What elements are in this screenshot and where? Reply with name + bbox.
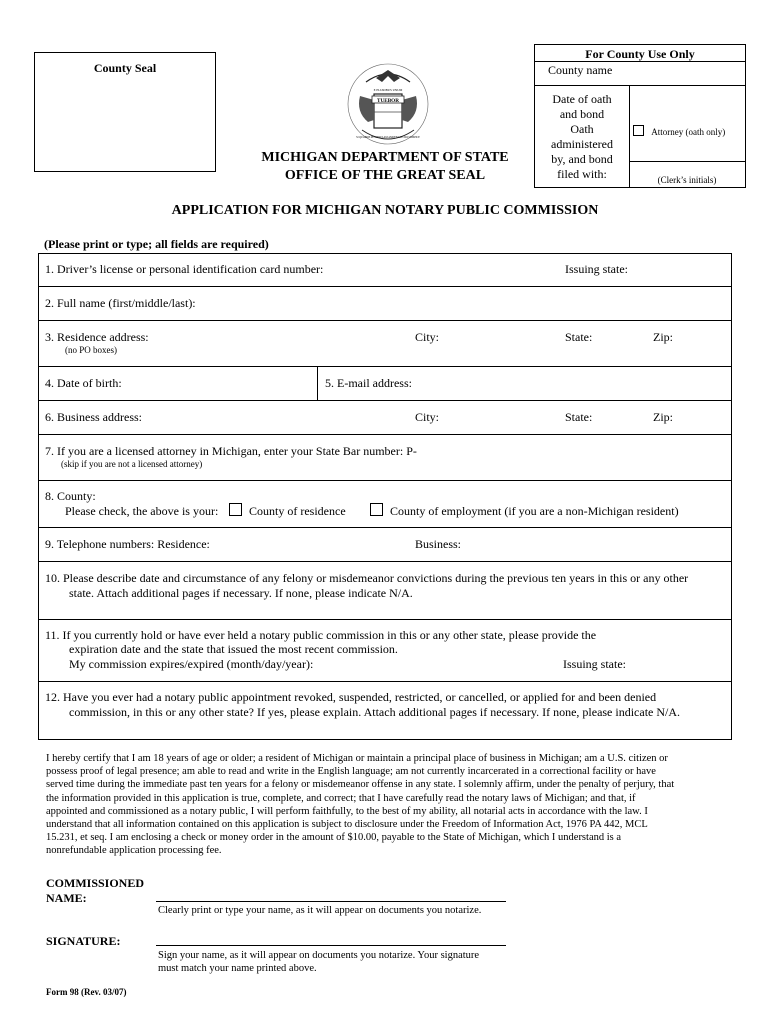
field-row-6[interactable] bbox=[38, 401, 732, 435]
field-row-2[interactable] bbox=[38, 287, 732, 321]
commissioned-label-line2: NAME: bbox=[46, 891, 87, 905]
date-of-birth-label: 4. Date of birth: bbox=[45, 376, 122, 390]
prior-commission-label-2: expiration date and the state that issued the most recent commission. bbox=[69, 642, 398, 656]
issuing-state-label: Issuing state: bbox=[565, 262, 628, 276]
attorney-checkbox[interactable] bbox=[633, 125, 644, 136]
county-check-prompt: Please check, the above is your: bbox=[65, 504, 219, 518]
business-address-label: 6. Business address: bbox=[45, 410, 142, 424]
field-row-7[interactable] bbox=[38, 435, 732, 481]
county-seal-label: County Seal bbox=[93, 61, 157, 75]
certification-text bbox=[46, 752, 736, 858]
county-employment-label: County of employment (if you are a non-Michigan resident) bbox=[390, 504, 679, 518]
clerk-initials-label: (Clerk’s initials) bbox=[657, 175, 717, 185]
oath-label: Oath bbox=[570, 122, 594, 136]
telephone-residence-label: 9. Telephone numbers: Residence: bbox=[45, 537, 210, 551]
department-title: MICHIGAN DEPARTMENT OF STATE bbox=[261, 150, 509, 165]
license-number-label: 1. Driver’s license or personal identification card number: bbox=[45, 262, 324, 276]
signature-hint bbox=[158, 949, 479, 975]
seal-motto-top: E PLURIBUS UNUM bbox=[373, 88, 403, 92]
signature-label: SIGNATURE: bbox=[46, 934, 121, 948]
county-employment-checkbox[interactable] bbox=[370, 503, 383, 516]
certification-line: I hereby certify that I am 18 years of age or older; a resident of Michigan or maintain a principal place of business in Michigan; am a U.S. citizen or bbox=[46, 753, 668, 764]
certification-line: 15.231, et seq. I am enclosing a check or money order in the amount of $10.00, payable to the State of Michigan, which I understand is a bbox=[46, 832, 622, 844]
signature-field[interactable] bbox=[156, 945, 506, 946]
office-title: OFFICE OF THE GREAT SEAL bbox=[284, 168, 486, 183]
email-label: 5. E-mail address: bbox=[325, 376, 412, 390]
commissioned-name-field[interactable] bbox=[156, 901, 506, 902]
field-row-8[interactable] bbox=[38, 481, 732, 528]
commissioned-name-label bbox=[46, 876, 144, 906]
michigan-seal-icon bbox=[346, 60, 430, 148]
county-seal-box bbox=[34, 52, 216, 172]
business-zip-label: Zip: bbox=[653, 410, 673, 424]
commission-expires-label: My commission expires/expired (month/day/year): bbox=[69, 657, 314, 671]
residence-zip-label: Zip: bbox=[653, 330, 673, 344]
certification-line: the information provided in this application is true, complete, and correct; that I have carefully read the notary laws of Michigan; and that, if bbox=[46, 792, 636, 804]
county-residence-checkbox[interactable] bbox=[229, 503, 242, 516]
convictions-label: 10. Please describe date and circumstance of any felony or misdemeanor convictions during the previous ten years in this or any other bbox=[45, 571, 689, 585]
revoked-label-2: commission, in this or any other state? If yes, please explain. Attach additional pages if necessary. If none, please indicate N/A. bbox=[69, 705, 681, 719]
oath-label-2: administered bbox=[551, 137, 613, 151]
residence-city-label: City: bbox=[415, 330, 440, 344]
certification-line: appointed and commissioned as a notary public, I will perform faithfully, to the best of my ability, all notarial acts in accordance with the law. I bbox=[46, 805, 648, 817]
field-row-10[interactable] bbox=[38, 562, 732, 620]
certification-line: possess proof of legal presence; am able to read and write in the English language; am not currently incarcerated in a correctional facility or have bbox=[46, 766, 656, 778]
commissioned-name-hint: Clearly print or type your name, as it will appear on documents you notarize. bbox=[158, 905, 482, 916]
certification-line: nonrefundable application processing fee. bbox=[46, 845, 222, 857]
county-use-title: For County Use Only bbox=[585, 47, 695, 61]
revoked-label: 12. Have you ever had a notary public appointment revoked, suspended, restricted, or cancelled, or applied for and been denied bbox=[45, 690, 657, 704]
field-row-12[interactable] bbox=[38, 682, 732, 740]
residence-address-label: 3. Residence address: bbox=[45, 330, 149, 344]
signature-hint-line2: must match your name printed above. bbox=[158, 963, 317, 974]
certification-line: understand that all information contained on this application is subject to disclosure under the Freedom of Information Act, 1976 PA 442, MCL bbox=[46, 819, 648, 831]
business-city-label: City: bbox=[415, 410, 440, 424]
full-name-label: 2. Full name (first/middle/last): bbox=[45, 296, 196, 310]
field-row-9[interactable] bbox=[38, 528, 732, 562]
residence-state-label: State: bbox=[565, 330, 593, 344]
field-row-1[interactable] bbox=[38, 253, 732, 287]
field-row-11[interactable] bbox=[38, 620, 732, 682]
prior-issuing-state-label: Issuing state: bbox=[563, 657, 626, 671]
signature-hint-line1: Sign your name, as it will appear on documents you notarize. Your signature bbox=[158, 950, 480, 961]
field-row-3[interactable] bbox=[38, 321, 732, 367]
oath-label-3: by, and bond bbox=[551, 152, 613, 166]
state-bar-label: 7. If you are a licensed attorney in Michigan, enter your State Bar number: P- bbox=[45, 444, 417, 458]
field-row-4[interactable] bbox=[38, 367, 732, 401]
convictions-label-2: state. Attach additional pages if necessary. If none, please indicate N/A. bbox=[69, 586, 413, 600]
county-residence-label: County of residence bbox=[249, 504, 346, 518]
no-po-boxes-note: (no PO boxes) bbox=[65, 345, 117, 355]
instructions: (Please print or type; all fields are required) bbox=[44, 237, 269, 251]
attorney-label: Attorney (oath only) bbox=[651, 127, 726, 137]
county-name-label: County name bbox=[548, 63, 613, 77]
business-state-label: State: bbox=[565, 410, 593, 424]
date-oath-label-2: and bond bbox=[559, 107, 605, 121]
commissioned-label-line1: COMMISSIONED bbox=[46, 876, 145, 890]
oath-label-4: filed with: bbox=[557, 167, 607, 181]
form-number: Form 98 (Rev. 03/07) bbox=[46, 987, 127, 997]
seal-motto-bottom: SI QUAERIS PENINSULAM AMOENAM CIRCUMSPICE bbox=[356, 136, 420, 139]
prior-commission-label: 11. If you currently hold or have ever held a notary public commission in this or any other state, please provide the bbox=[45, 628, 597, 642]
page-title: APPLICATION FOR MICHIGAN NOTARY PUBLIC COMMISSION bbox=[171, 203, 599, 218]
date-oath-label: Date of oath bbox=[552, 92, 612, 106]
seal-banner-text: TUEBOR bbox=[377, 98, 399, 104]
county-label: 8. County: bbox=[45, 489, 96, 503]
certification-line: served time during the immediate past ten years for a felony or misdemeanor offense in any state. I solemnly affirm, under the penalty of perjury, that bbox=[46, 779, 675, 791]
telephone-business-label: Business: bbox=[415, 537, 462, 551]
state-bar-note: (skip if you are not a licensed attorney) bbox=[61, 459, 203, 469]
county-use-box bbox=[534, 44, 746, 188]
